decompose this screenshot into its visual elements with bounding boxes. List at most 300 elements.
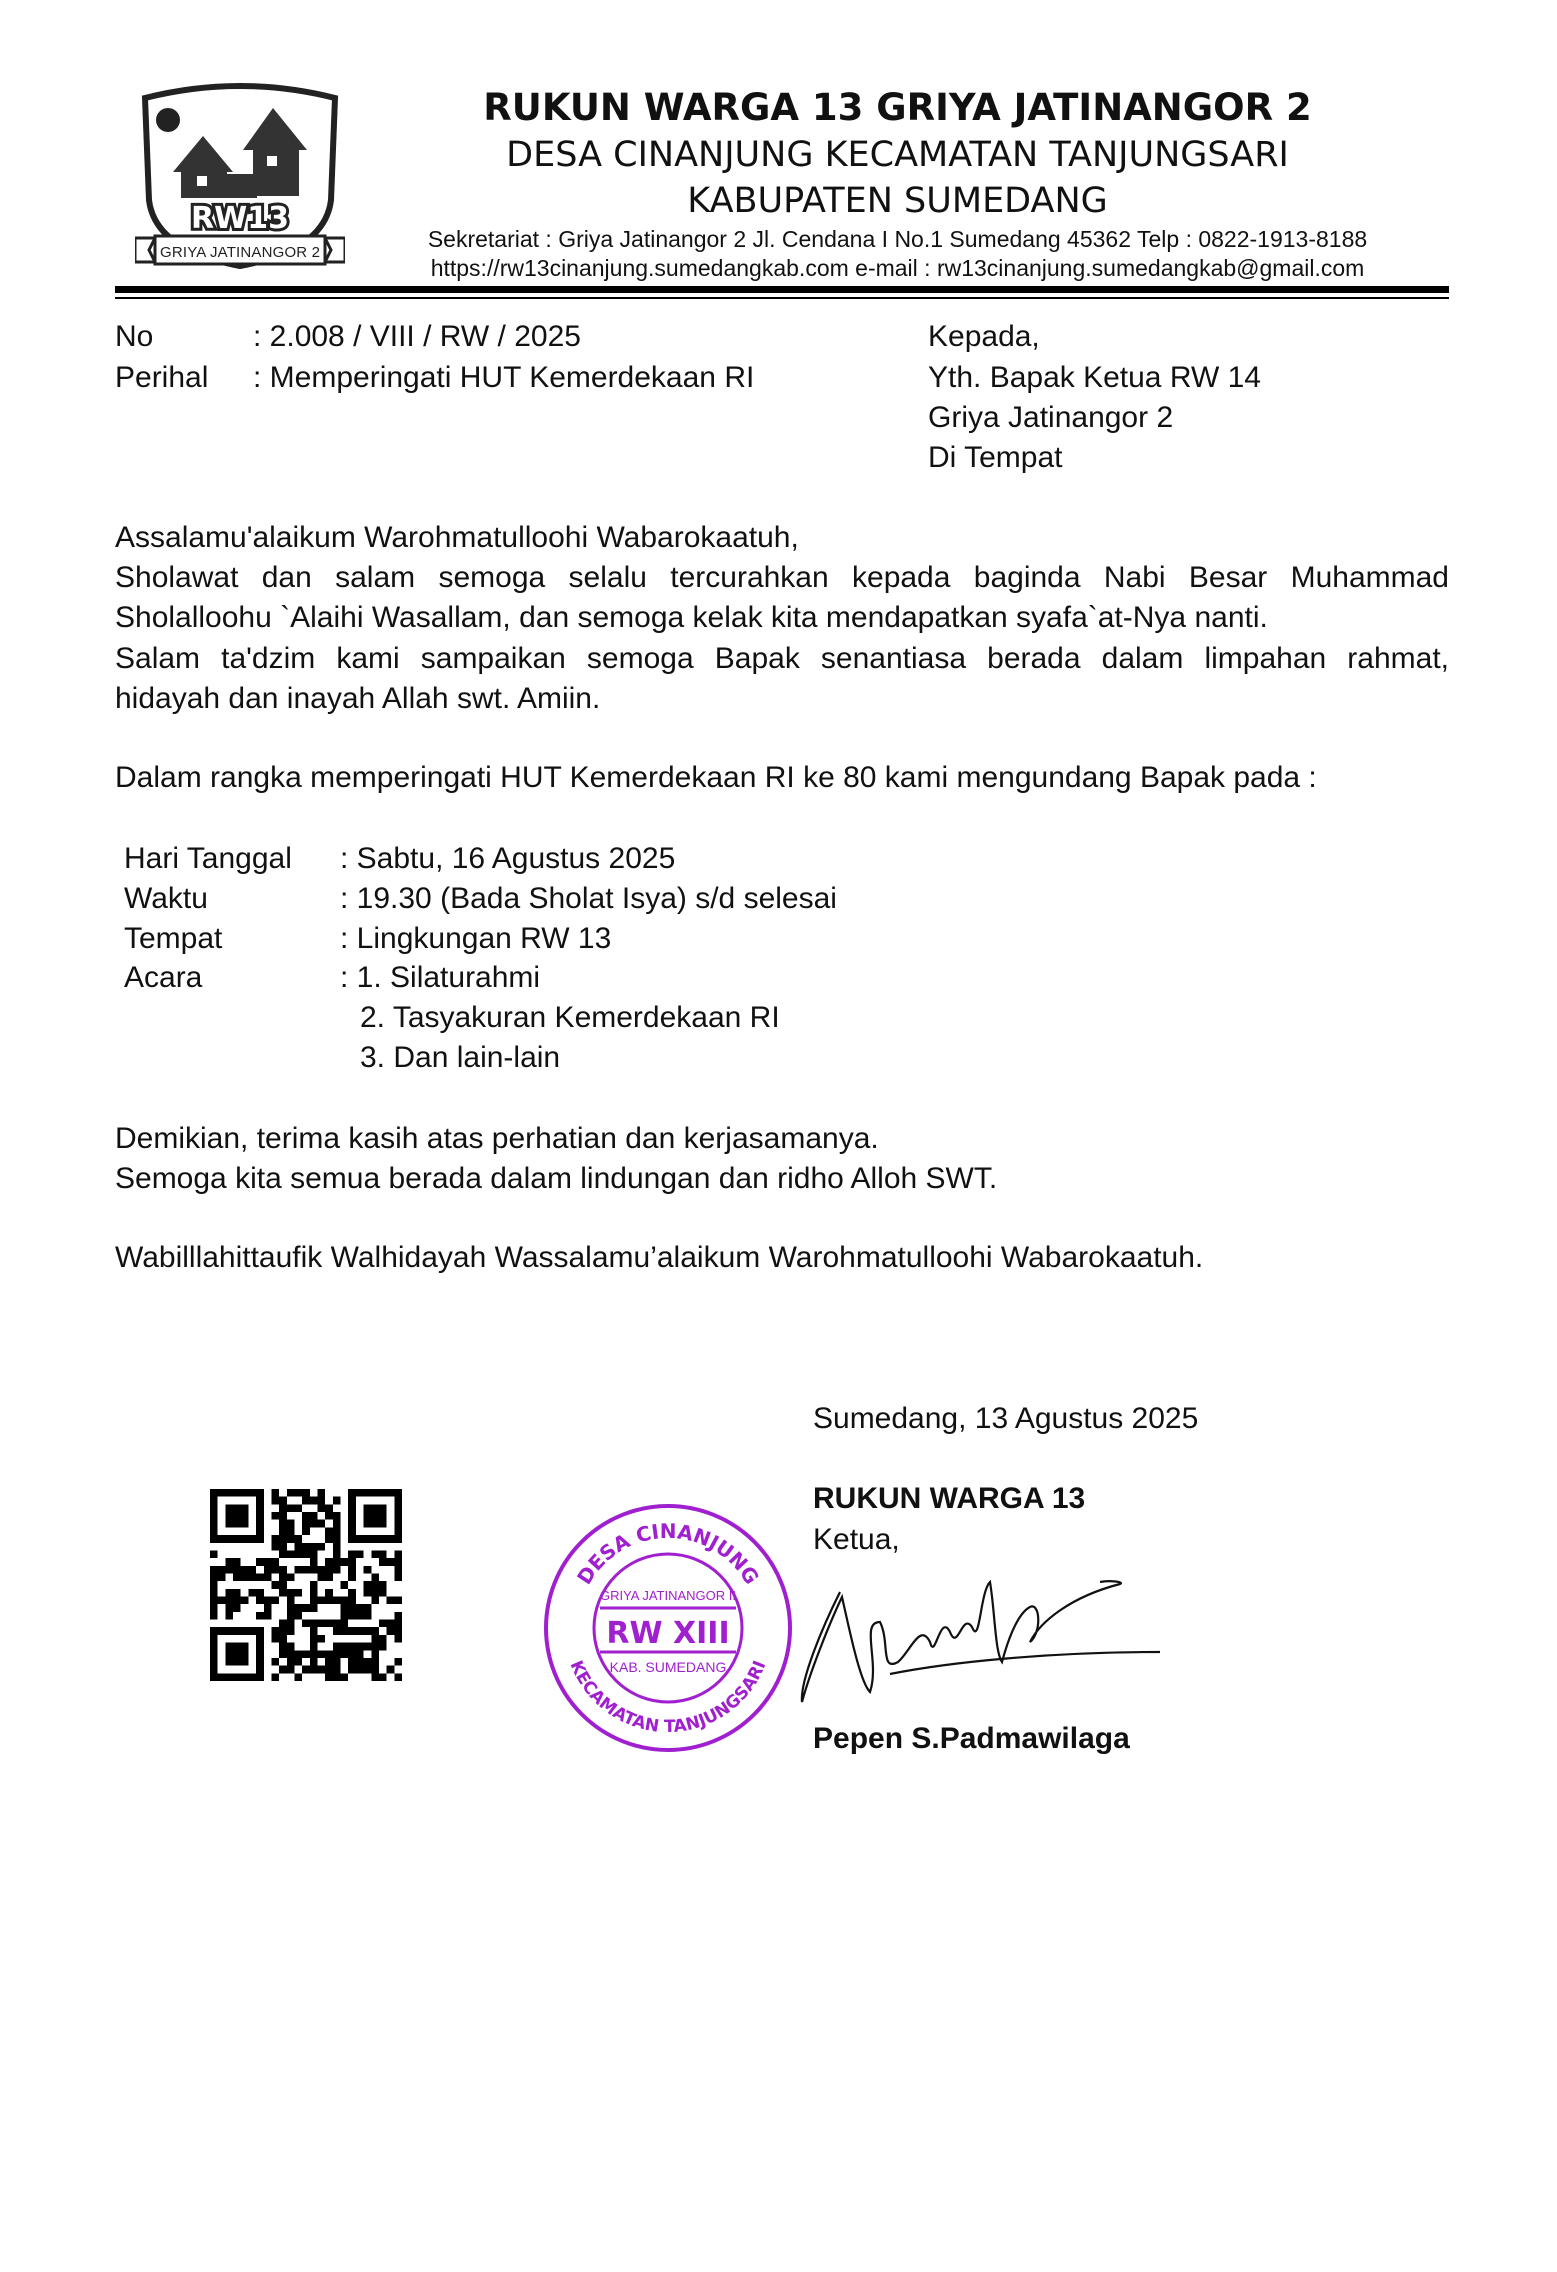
qr-module bbox=[210, 1597, 218, 1605]
qr-module bbox=[318, 1504, 326, 1512]
qr-module bbox=[225, 1535, 233, 1543]
qr-module bbox=[310, 1497, 318, 1505]
qr-module bbox=[279, 1627, 287, 1635]
qr-module bbox=[387, 1597, 395, 1605]
qr-module bbox=[310, 1658, 318, 1666]
qr-module bbox=[379, 1520, 387, 1528]
qr-module bbox=[210, 1504, 218, 1512]
qr-module bbox=[287, 1573, 295, 1581]
qr-module bbox=[333, 1550, 341, 1558]
qr-module bbox=[310, 1635, 318, 1643]
stamp-inner-top: GRIYA JATINANGOR II bbox=[599, 1588, 737, 1603]
qr-module bbox=[279, 1520, 287, 1528]
qr-module bbox=[341, 1627, 349, 1635]
agenda-item: 3. Dan lain-lain bbox=[360, 1041, 561, 1074]
qr-module bbox=[271, 1535, 279, 1543]
qr-module bbox=[302, 1666, 310, 1674]
qr-module bbox=[210, 1604, 218, 1612]
qr-module bbox=[302, 1497, 310, 1505]
qr-module bbox=[394, 1627, 402, 1635]
qr-module bbox=[294, 1550, 302, 1558]
qr-module bbox=[218, 1489, 226, 1497]
qr-module bbox=[218, 1566, 226, 1574]
qr-module bbox=[279, 1535, 287, 1543]
qr-module bbox=[225, 1597, 233, 1605]
qr-module bbox=[325, 1566, 333, 1574]
qr-module bbox=[325, 1512, 333, 1520]
qr-module bbox=[302, 1650, 310, 1658]
qr-module bbox=[371, 1489, 379, 1497]
qr-module bbox=[287, 1589, 295, 1597]
qr-module bbox=[241, 1566, 249, 1574]
qr-module bbox=[264, 1573, 272, 1581]
qr-module bbox=[264, 1558, 272, 1566]
qr-module bbox=[394, 1512, 402, 1520]
qr-module bbox=[256, 1535, 264, 1543]
qr-module bbox=[348, 1650, 356, 1658]
qr-module bbox=[318, 1543, 326, 1551]
qr-module bbox=[241, 1520, 249, 1528]
qr-module bbox=[210, 1550, 218, 1558]
qr-module bbox=[371, 1581, 379, 1589]
stamp-center: RW XIII bbox=[606, 1616, 730, 1651]
qr-module bbox=[210, 1497, 218, 1505]
qr-module bbox=[210, 1489, 218, 1497]
perihal-label: Perihal bbox=[115, 361, 209, 394]
qr-module bbox=[256, 1643, 264, 1651]
qr-module bbox=[225, 1643, 233, 1651]
qr-module bbox=[225, 1520, 233, 1528]
qr-module bbox=[356, 1489, 364, 1497]
qr-module bbox=[310, 1520, 318, 1528]
qr-module bbox=[310, 1589, 318, 1597]
qr-module bbox=[287, 1658, 295, 1666]
qr-module bbox=[302, 1527, 310, 1535]
qr-module bbox=[218, 1673, 226, 1681]
stamp-inner-bottom: KAB. SUMEDANG bbox=[609, 1659, 727, 1675]
qr-module bbox=[279, 1504, 287, 1512]
paragraph-line: hidayah dan inayah Allah swt. Amiin. bbox=[115, 681, 601, 715]
no-label: No bbox=[115, 320, 154, 353]
qr-module bbox=[333, 1673, 341, 1681]
no-value: : 2.008 / VIII / RW / 2025 bbox=[253, 320, 581, 353]
qr-module bbox=[210, 1512, 218, 1520]
qr-module bbox=[241, 1504, 249, 1512]
qr-module bbox=[371, 1504, 379, 1512]
qr-module bbox=[279, 1635, 287, 1643]
qr-module bbox=[210, 1612, 218, 1620]
qr-module bbox=[394, 1620, 402, 1628]
handwritten-signature bbox=[780, 1562, 1170, 1712]
qr-module bbox=[233, 1489, 241, 1497]
qr-module bbox=[325, 1589, 333, 1597]
qr-module bbox=[256, 1673, 264, 1681]
qr-module bbox=[287, 1666, 295, 1674]
qr-module bbox=[394, 1597, 402, 1605]
qr-module bbox=[241, 1650, 249, 1658]
qr-module bbox=[387, 1666, 395, 1674]
qr-module bbox=[264, 1566, 272, 1574]
qr-module bbox=[394, 1635, 402, 1643]
qr-module bbox=[264, 1597, 272, 1605]
qr-module bbox=[356, 1666, 364, 1674]
qr-module bbox=[225, 1512, 233, 1520]
qr-module bbox=[279, 1573, 287, 1581]
qr-module bbox=[310, 1512, 318, 1520]
qr-module bbox=[325, 1527, 333, 1535]
closing-line: Wabilllahittaufik Walhidayah Wassalamu’alaikum Warohmatulloohi Wabarokaatuh. bbox=[115, 1241, 1204, 1274]
qr-module bbox=[287, 1504, 295, 1512]
qr-module bbox=[371, 1550, 379, 1558]
qr-module bbox=[371, 1597, 379, 1605]
qr-module bbox=[348, 1604, 356, 1612]
qr-module bbox=[348, 1612, 356, 1620]
detail-label: Tempat bbox=[124, 922, 223, 955]
qr-module bbox=[241, 1673, 249, 1681]
qr-module bbox=[256, 1627, 264, 1635]
qr-module bbox=[210, 1643, 218, 1651]
paragraph-line: Salam ta'dzim kami sampaikan semoga Bapak senantiasa berada dalam limpahan rahmat, bbox=[115, 641, 1449, 675]
qr-module bbox=[348, 1597, 356, 1605]
qr-module bbox=[325, 1666, 333, 1674]
qr-module bbox=[256, 1512, 264, 1520]
qr-module bbox=[348, 1512, 356, 1520]
qr-module bbox=[325, 1658, 333, 1666]
qr-module bbox=[256, 1597, 264, 1605]
qr-module bbox=[279, 1620, 287, 1628]
qr-module bbox=[394, 1504, 402, 1512]
qr-module bbox=[318, 1635, 326, 1643]
qr-module bbox=[341, 1604, 349, 1612]
qr-module bbox=[394, 1658, 402, 1666]
qr-module bbox=[279, 1566, 287, 1574]
recipient-line: Kepada, bbox=[928, 320, 1040, 353]
qr-module bbox=[294, 1658, 302, 1666]
qr-module bbox=[318, 1497, 326, 1505]
qr-module bbox=[210, 1581, 218, 1589]
qr-module bbox=[333, 1627, 341, 1635]
qr-module bbox=[241, 1658, 249, 1666]
qr-module bbox=[371, 1673, 379, 1681]
qr-module bbox=[271, 1543, 279, 1551]
qr-module bbox=[210, 1520, 218, 1528]
qr-module bbox=[279, 1581, 287, 1589]
qr-module bbox=[233, 1643, 241, 1651]
qr-module bbox=[325, 1573, 333, 1581]
qr-module bbox=[294, 1535, 302, 1543]
qr-module bbox=[279, 1550, 287, 1558]
qr-module bbox=[256, 1497, 264, 1505]
qr-module bbox=[310, 1597, 318, 1605]
qr-module bbox=[233, 1566, 241, 1574]
qr-module bbox=[394, 1558, 402, 1566]
qr-module bbox=[356, 1612, 364, 1620]
qr-module bbox=[294, 1589, 302, 1597]
qr-module bbox=[318, 1597, 326, 1605]
qr-module bbox=[371, 1573, 379, 1581]
qr-module bbox=[241, 1573, 249, 1581]
qr-module bbox=[271, 1673, 279, 1681]
qr-module bbox=[241, 1627, 249, 1635]
qr-module bbox=[248, 1566, 256, 1574]
qr-module bbox=[333, 1597, 341, 1605]
qr-module bbox=[364, 1604, 372, 1612]
qr-module bbox=[310, 1604, 318, 1612]
qr-module bbox=[294, 1566, 302, 1574]
qr-module bbox=[325, 1558, 333, 1566]
qr-module bbox=[302, 1604, 310, 1612]
qr-module bbox=[394, 1612, 402, 1620]
qr-module bbox=[248, 1573, 256, 1581]
closing-line: Semoga kita semua berada dalam lindungan dan ridho Alloh SWT. bbox=[115, 1162, 998, 1195]
qr-code[interactable] bbox=[210, 1489, 402, 1681]
qr-module bbox=[318, 1573, 326, 1581]
qr-module bbox=[371, 1627, 379, 1635]
qr-module bbox=[348, 1527, 356, 1535]
qr-module bbox=[371, 1635, 379, 1643]
qr-module bbox=[210, 1589, 218, 1597]
qr-module bbox=[348, 1504, 356, 1512]
qr-module bbox=[256, 1589, 264, 1597]
agenda-item: 2. Tasyakuran Kemerdekaan RI bbox=[360, 1001, 780, 1034]
qr-module bbox=[241, 1512, 249, 1520]
recipient-line: Yth. Bapak Ketua RW 14 bbox=[928, 361, 1261, 394]
qr-module bbox=[371, 1658, 379, 1666]
qr-module bbox=[371, 1650, 379, 1658]
qr-module bbox=[348, 1489, 356, 1497]
qr-module bbox=[348, 1627, 356, 1635]
qr-module bbox=[256, 1650, 264, 1658]
qr-module bbox=[225, 1604, 233, 1612]
qr-module bbox=[318, 1520, 326, 1528]
qr-module bbox=[371, 1520, 379, 1528]
qr-module bbox=[379, 1489, 387, 1497]
qr-module bbox=[218, 1535, 226, 1543]
qr-module bbox=[333, 1512, 341, 1520]
qr-module bbox=[333, 1558, 341, 1566]
qr-module bbox=[210, 1666, 218, 1674]
qr-module bbox=[287, 1520, 295, 1528]
qr-module bbox=[279, 1527, 287, 1535]
qr-module bbox=[356, 1550, 364, 1558]
qr-module bbox=[225, 1566, 233, 1574]
qr-module bbox=[364, 1643, 372, 1651]
qr-module bbox=[333, 1650, 341, 1658]
qr-module bbox=[310, 1566, 318, 1574]
qr-module bbox=[210, 1527, 218, 1535]
qr-module bbox=[233, 1558, 241, 1566]
greeting: Assalamu'alaikum Warohmatulloohi Wabarokaatuh, bbox=[115, 521, 799, 554]
qr-module bbox=[394, 1489, 402, 1497]
qr-module bbox=[341, 1643, 349, 1651]
qr-module bbox=[271, 1489, 279, 1497]
qr-module bbox=[271, 1558, 279, 1566]
qr-module bbox=[379, 1558, 387, 1566]
detail-label: Waktu bbox=[124, 882, 208, 915]
qr-module bbox=[225, 1673, 233, 1681]
org-title: RUKUN WARGA 13 GRIYA JATINANGOR 2 bbox=[483, 86, 1312, 129]
recipient-line: Griya Jatinangor 2 bbox=[928, 401, 1174, 434]
qr-module bbox=[341, 1581, 349, 1589]
qr-module bbox=[387, 1627, 395, 1635]
qr-module bbox=[379, 1512, 387, 1520]
qr-module bbox=[379, 1581, 387, 1589]
qr-module bbox=[225, 1658, 233, 1666]
rw13-logo bbox=[135, 80, 345, 276]
detail-value: : 1. Silaturahmi bbox=[340, 961, 541, 994]
qr-module bbox=[364, 1627, 372, 1635]
qr-module bbox=[279, 1512, 287, 1520]
qr-module bbox=[248, 1627, 256, 1635]
qr-module bbox=[302, 1620, 310, 1628]
qr-module bbox=[294, 1650, 302, 1658]
perihal-value: : Memperingati HUT Kemerdekaan RI bbox=[253, 361, 755, 394]
qr-module bbox=[302, 1543, 310, 1551]
signature-role: Ketua, bbox=[813, 1523, 900, 1556]
qr-module bbox=[233, 1573, 241, 1581]
qr-module bbox=[279, 1666, 287, 1674]
org-village: DESA CINANJUNG KECAMATAN TANJUNGSARI bbox=[506, 135, 1289, 175]
qr-module bbox=[271, 1581, 279, 1589]
qr-module bbox=[294, 1612, 302, 1620]
header-rule-thin bbox=[115, 297, 1449, 299]
stamp-outer-top: DESA CINANJUNG bbox=[572, 1518, 764, 1589]
qr-module bbox=[271, 1635, 279, 1643]
qr-module bbox=[394, 1673, 402, 1681]
qr-module bbox=[364, 1666, 372, 1674]
qr-module bbox=[233, 1627, 241, 1635]
qr-module bbox=[302, 1489, 310, 1497]
qr-module bbox=[279, 1643, 287, 1651]
qr-module bbox=[210, 1673, 218, 1681]
qr-module bbox=[341, 1673, 349, 1681]
qr-module bbox=[248, 1489, 256, 1497]
qr-module bbox=[394, 1497, 402, 1505]
qr-module bbox=[341, 1558, 349, 1566]
qr-module bbox=[356, 1604, 364, 1612]
qr-module bbox=[279, 1650, 287, 1658]
qr-module bbox=[356, 1643, 364, 1651]
qr-module bbox=[318, 1650, 326, 1658]
qr-module bbox=[379, 1550, 387, 1558]
qr-module bbox=[394, 1550, 402, 1558]
qr-module bbox=[371, 1666, 379, 1674]
org-address: Sekretariat : Griya Jatinangor 2 Jl. Cendana I No.1 Sumedang 45362 Telp : 0822-1913-8188 bbox=[427, 226, 1368, 252]
qr-module bbox=[256, 1635, 264, 1643]
qr-module bbox=[210, 1627, 218, 1635]
qr-module bbox=[241, 1489, 249, 1497]
qr-module bbox=[318, 1566, 326, 1574]
qr-module bbox=[348, 1589, 356, 1597]
qr-module bbox=[287, 1627, 295, 1635]
qr-module bbox=[364, 1658, 372, 1666]
qr-module bbox=[325, 1650, 333, 1658]
qr-module bbox=[287, 1604, 295, 1612]
qr-module bbox=[333, 1643, 341, 1651]
qr-module bbox=[394, 1573, 402, 1581]
qr-module bbox=[256, 1558, 264, 1566]
qr-module bbox=[294, 1489, 302, 1497]
qr-module bbox=[241, 1535, 249, 1543]
qr-module bbox=[364, 1512, 372, 1520]
qr-module bbox=[310, 1627, 318, 1635]
qr-module bbox=[233, 1520, 241, 1528]
qr-module bbox=[218, 1573, 226, 1581]
qr-module bbox=[333, 1658, 341, 1666]
qr-module bbox=[341, 1620, 349, 1628]
qr-module bbox=[394, 1527, 402, 1535]
qr-module bbox=[287, 1597, 295, 1605]
qr-module bbox=[387, 1535, 395, 1543]
detail-value: : Sabtu, 16 Agustus 2025 bbox=[340, 842, 676, 875]
qr-module bbox=[256, 1527, 264, 1535]
qr-module bbox=[256, 1489, 264, 1497]
qr-module bbox=[248, 1589, 256, 1597]
qr-module bbox=[333, 1566, 341, 1574]
qr-module bbox=[287, 1527, 295, 1535]
qr-module bbox=[394, 1566, 402, 1574]
qr-module bbox=[364, 1489, 372, 1497]
qr-module bbox=[333, 1527, 341, 1535]
org-regency: KABUPATEN SUMEDANG bbox=[687, 181, 1108, 221]
paragraph-line: Sholawat dan salam semoga selalu tercurahkan kepada baginda Nabi Besar Muhammad bbox=[115, 561, 1449, 594]
qr-module bbox=[371, 1512, 379, 1520]
place-date: Sumedang, 13 Agustus 2025 bbox=[813, 1402, 1199, 1435]
qr-module bbox=[210, 1650, 218, 1658]
qr-module bbox=[302, 1512, 310, 1520]
qr-module bbox=[310, 1558, 318, 1566]
qr-module bbox=[302, 1550, 310, 1558]
qr-module bbox=[210, 1635, 218, 1643]
qr-module bbox=[256, 1520, 264, 1528]
qr-module bbox=[271, 1497, 279, 1505]
qr-module bbox=[310, 1550, 318, 1558]
qr-module bbox=[356, 1658, 364, 1666]
qr-module bbox=[325, 1597, 333, 1605]
qr-module bbox=[310, 1666, 318, 1674]
qr-module bbox=[233, 1658, 241, 1666]
qr-module bbox=[379, 1643, 387, 1651]
qr-module bbox=[348, 1550, 356, 1558]
qr-module bbox=[310, 1581, 318, 1589]
qr-module bbox=[233, 1650, 241, 1658]
qr-module bbox=[256, 1666, 264, 1674]
qr-module bbox=[256, 1573, 264, 1581]
stamp-outer-bottom: KECAMATAN TANJUNGSARI bbox=[565, 1657, 771, 1738]
qr-module bbox=[279, 1497, 287, 1505]
header-rule-thick bbox=[115, 286, 1449, 293]
qr-module bbox=[302, 1566, 310, 1574]
qr-module bbox=[318, 1620, 326, 1628]
qr-module bbox=[225, 1589, 233, 1597]
qr-module bbox=[348, 1666, 356, 1674]
qr-module bbox=[279, 1543, 287, 1551]
qr-module bbox=[294, 1504, 302, 1512]
qr-module bbox=[364, 1581, 372, 1589]
qr-module bbox=[310, 1620, 318, 1628]
qr-module bbox=[364, 1504, 372, 1512]
qr-module bbox=[271, 1597, 279, 1605]
qr-module bbox=[333, 1520, 341, 1528]
qr-module bbox=[325, 1620, 333, 1628]
qr-module bbox=[287, 1612, 295, 1620]
qr-module bbox=[233, 1604, 241, 1612]
qr-module bbox=[379, 1504, 387, 1512]
qr-module bbox=[379, 1673, 387, 1681]
qr-module bbox=[379, 1620, 387, 1628]
qr-module bbox=[233, 1535, 241, 1543]
qr-module bbox=[225, 1627, 233, 1635]
